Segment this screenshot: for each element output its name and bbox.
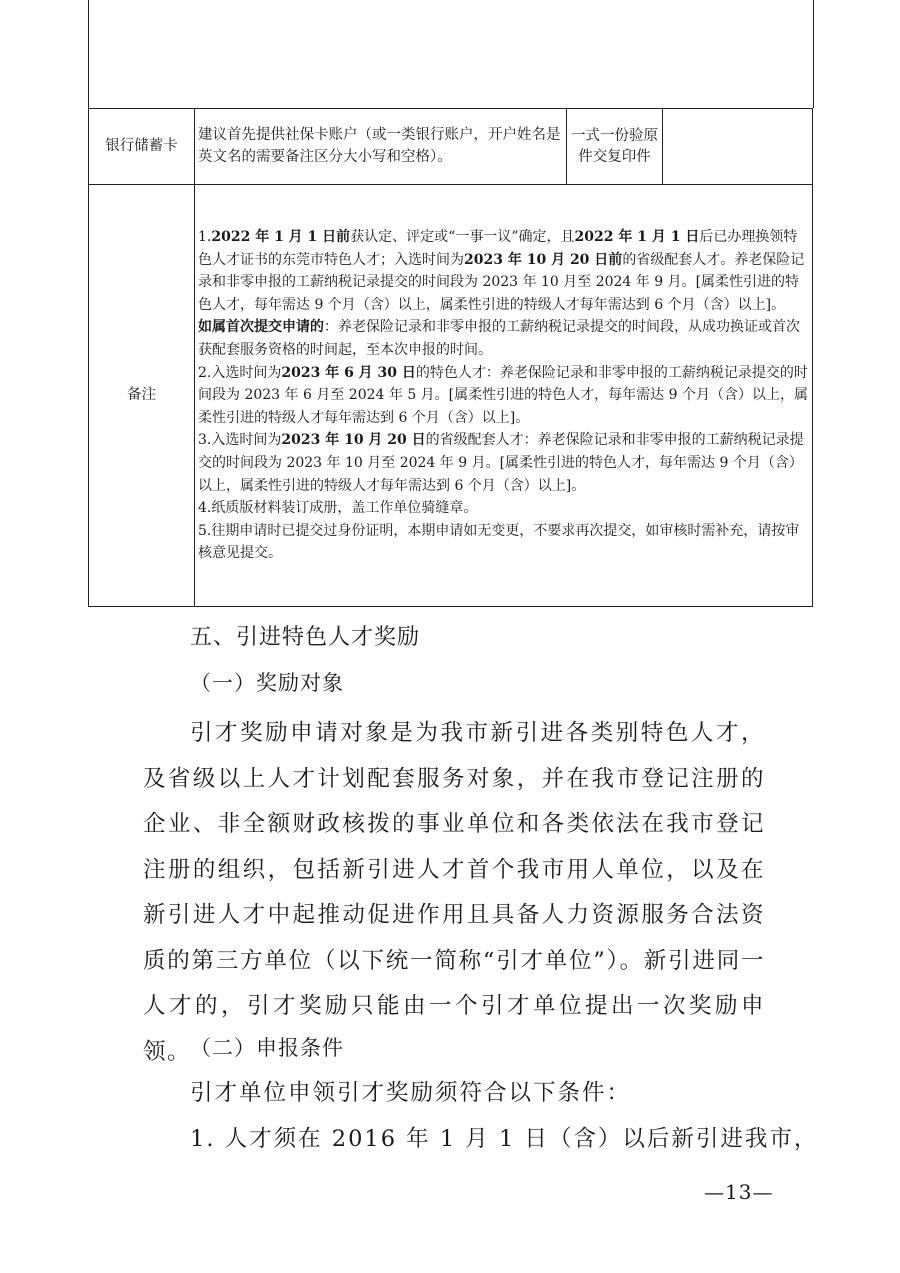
table-top-border bbox=[88, 0, 814, 108]
note-first-submission: 如属首次提交申请的：养老保险记录和非零申报的工薪纳税记录提交的时间段，从成功换证或首次获配套服务资格的时间起，至本次申报的时间。 bbox=[198, 319, 800, 359]
page-number: —13— bbox=[704, 1180, 774, 1204]
bank-card-empty-cell bbox=[663, 109, 813, 185]
note-3: 3.入选时间为2023 年 10 月 20 日的省级配套人才：养老保险记录和非零申报的工薪纳税记录提交的时间段为 2023 年 10 月至 2024 年 9 月。[属柔性引进的特色人才，每年需达 9 个月（含）以上，属柔性引进的特级人才每年需达到 6 个月（含）以上]。 bbox=[198, 432, 804, 494]
subsection-title-award-target: （一）奖励对象 bbox=[190, 671, 344, 695]
award-target-paragraph: 引才奖励申请对象是为我市新引进各类别特色人才，及省级以上人才计划配套服务对象，并在我市登记注册的企业、非全额财政核拨的事业单位和各类依法在我市登记注册的组织，包括新引进人才首个我市用人单位，以及在新引进人才中起推动促进作用且具备人力资源服务合法资质的第三方单位（以下统一简称“引才单位”）。新引进同一人才的，引才奖励只能由一个引才单位提出一次奖励申领。 bbox=[143, 720, 765, 1065]
section-title: 五、引进特色人才奖励 bbox=[190, 625, 421, 650]
condition-item-1: 1. 人才须在 2016 年 1 月 1 日（含）以后新引进我市， bbox=[190, 1126, 819, 1152]
note-1: 1.2022 年 1 月 1 日前获认定、评定或“一事一议”确定，且2022 年 1 月 1 日后已办理换领特色人才证书的东莞市特色人才；入选时间为2023 年 10 月 20 日前的省级配套人才。养老保险记录和非零申报的工薪纳税记录提交的时间段为 2023 年 10 月至 2024 年 9 月。[属柔性引进的特色人才，每年需达 9 个月（含）以上，属柔性引进的特级人才每年需达到 6 个月（含）以上]。 bbox=[198, 229, 805, 313]
subsection-title-conditions: （二）申报条件 bbox=[190, 1036, 344, 1060]
bank-card-copies: 一式一份验原件交复印件 bbox=[567, 109, 663, 185]
note-2: 2.入选时间为2023 年 6 月 30 日的特色人才：养老保险记录和非零申报的工薪纳税记录提交的时间段为 2023 年 6 月至 2024 年 5 月。[属柔性引进的特色人才，每年需达 9 个月（含）以上，属柔性引进的特级人才每年需达到 6 个月（含）以上]。 bbox=[198, 364, 808, 426]
notes-label: 备注 bbox=[89, 185, 195, 607]
notes-content bbox=[195, 185, 813, 607]
bank-card-content: 建议首先提供社保卡账户（或一类银行账户，开户姓名是英文名的需要备注区分大小写和空格）。 bbox=[195, 109, 567, 185]
conditions-intro: 引才单位申领引才奖励须符合以下条件： bbox=[190, 1080, 632, 1106]
note-4: 4.纸质版材料装订成册，盖工作单位骑缝章。 bbox=[198, 500, 478, 517]
note-5: 5.往期申请时已提交过身份证明，本期申请如无变更，不要求再次提交，如审核时需补充，请按审核意见提交。 bbox=[198, 522, 800, 562]
notes-row bbox=[89, 185, 813, 607]
bank-card-row bbox=[89, 109, 813, 185]
bank-card-label: 银行储蓄卡 bbox=[89, 109, 195, 185]
materials-table bbox=[88, 108, 813, 607]
